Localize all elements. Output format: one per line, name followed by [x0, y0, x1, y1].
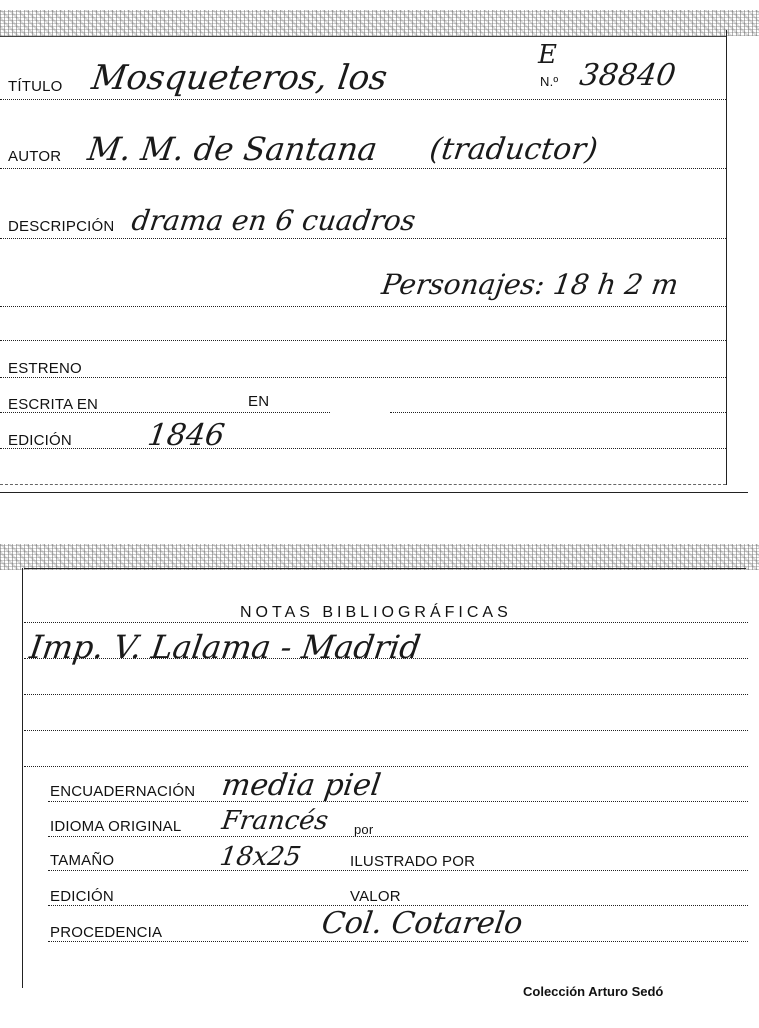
escrita-line-a	[0, 412, 330, 413]
top-card-top-border	[0, 36, 726, 37]
top-card-right-border	[726, 30, 727, 485]
tamano-line	[48, 870, 748, 871]
procedencia-line	[48, 941, 748, 942]
estreno-label: ESTRENO	[8, 360, 82, 377]
notas-value: Imp. V. Lalama - Madrid	[27, 628, 423, 666]
descripcion-label: DESCRIPCIÓN	[8, 218, 115, 235]
blank-line	[0, 340, 726, 341]
notas-line-1	[24, 622, 748, 623]
escrita-line-b	[390, 412, 726, 413]
escrita-label: ESCRITA EN	[8, 396, 99, 413]
por-label: por	[354, 822, 374, 837]
procedencia-value: Col. Cotarelo	[319, 906, 525, 941]
number-label: N.º	[540, 74, 559, 89]
autor-label: AUTOR	[8, 148, 62, 165]
notas-line-4	[24, 730, 748, 731]
bottom-card-left-border	[22, 568, 23, 988]
top-card-noise-strip	[0, 10, 759, 36]
idioma-label: IDIOMA ORIGINAL	[50, 818, 182, 835]
edicion-line-top	[0, 448, 726, 449]
procedencia-label: PROCEDENCIA	[50, 924, 163, 941]
notas-line-2	[24, 658, 748, 659]
autor-note: (traductor)	[427, 132, 600, 167]
number-letter: E	[538, 40, 557, 70]
personajes-line	[0, 306, 726, 307]
titulo-value: Mosqueteros, los	[89, 58, 390, 98]
edicion-label-bottom: EDICIÓN	[50, 888, 114, 905]
descripcion-line	[0, 238, 726, 239]
tamano-label: TAMAÑO	[50, 852, 115, 869]
personajes-value: Personajes: 18 h 2 m	[379, 268, 681, 301]
idioma-value: Francés	[219, 806, 331, 836]
titulo-line	[0, 99, 726, 100]
notas-line-3	[24, 694, 748, 695]
idioma-line	[48, 836, 748, 837]
top-card-bottom-border	[0, 492, 748, 493]
number-value: 38840	[577, 58, 678, 93]
bottom-card-top-border	[24, 568, 746, 569]
descripcion-value: drama en 6 cuadros	[129, 204, 418, 237]
bottom-card-noise-strip	[0, 544, 759, 570]
titulo-label: TÍTULO	[8, 78, 63, 95]
collection-footer: Colección Arturo Sedó	[523, 984, 664, 999]
notas-heading: NOTAS BIBLIOGRÁFICAS	[240, 604, 512, 621]
top-last-line	[0, 484, 726, 485]
encuadernacion-label: ENCUADERNACIÓN	[50, 783, 196, 800]
tamano-value: 18x25	[217, 842, 303, 872]
edicion-value-top: 1846	[145, 418, 227, 453]
edicion-label-top: EDICIÓN	[8, 432, 72, 449]
autor-line	[0, 168, 726, 169]
estreno-line	[0, 377, 726, 378]
en-label: EN	[248, 393, 270, 410]
valor-label: VALOR	[350, 888, 401, 905]
notas-line-5	[24, 766, 748, 767]
ilustrado-label: ILUSTRADO POR	[350, 853, 476, 870]
encuadernacion-value: media piel	[219, 768, 384, 803]
autor-value: M. M. de Santana	[85, 130, 380, 168]
encuadernacion-line	[48, 801, 748, 802]
